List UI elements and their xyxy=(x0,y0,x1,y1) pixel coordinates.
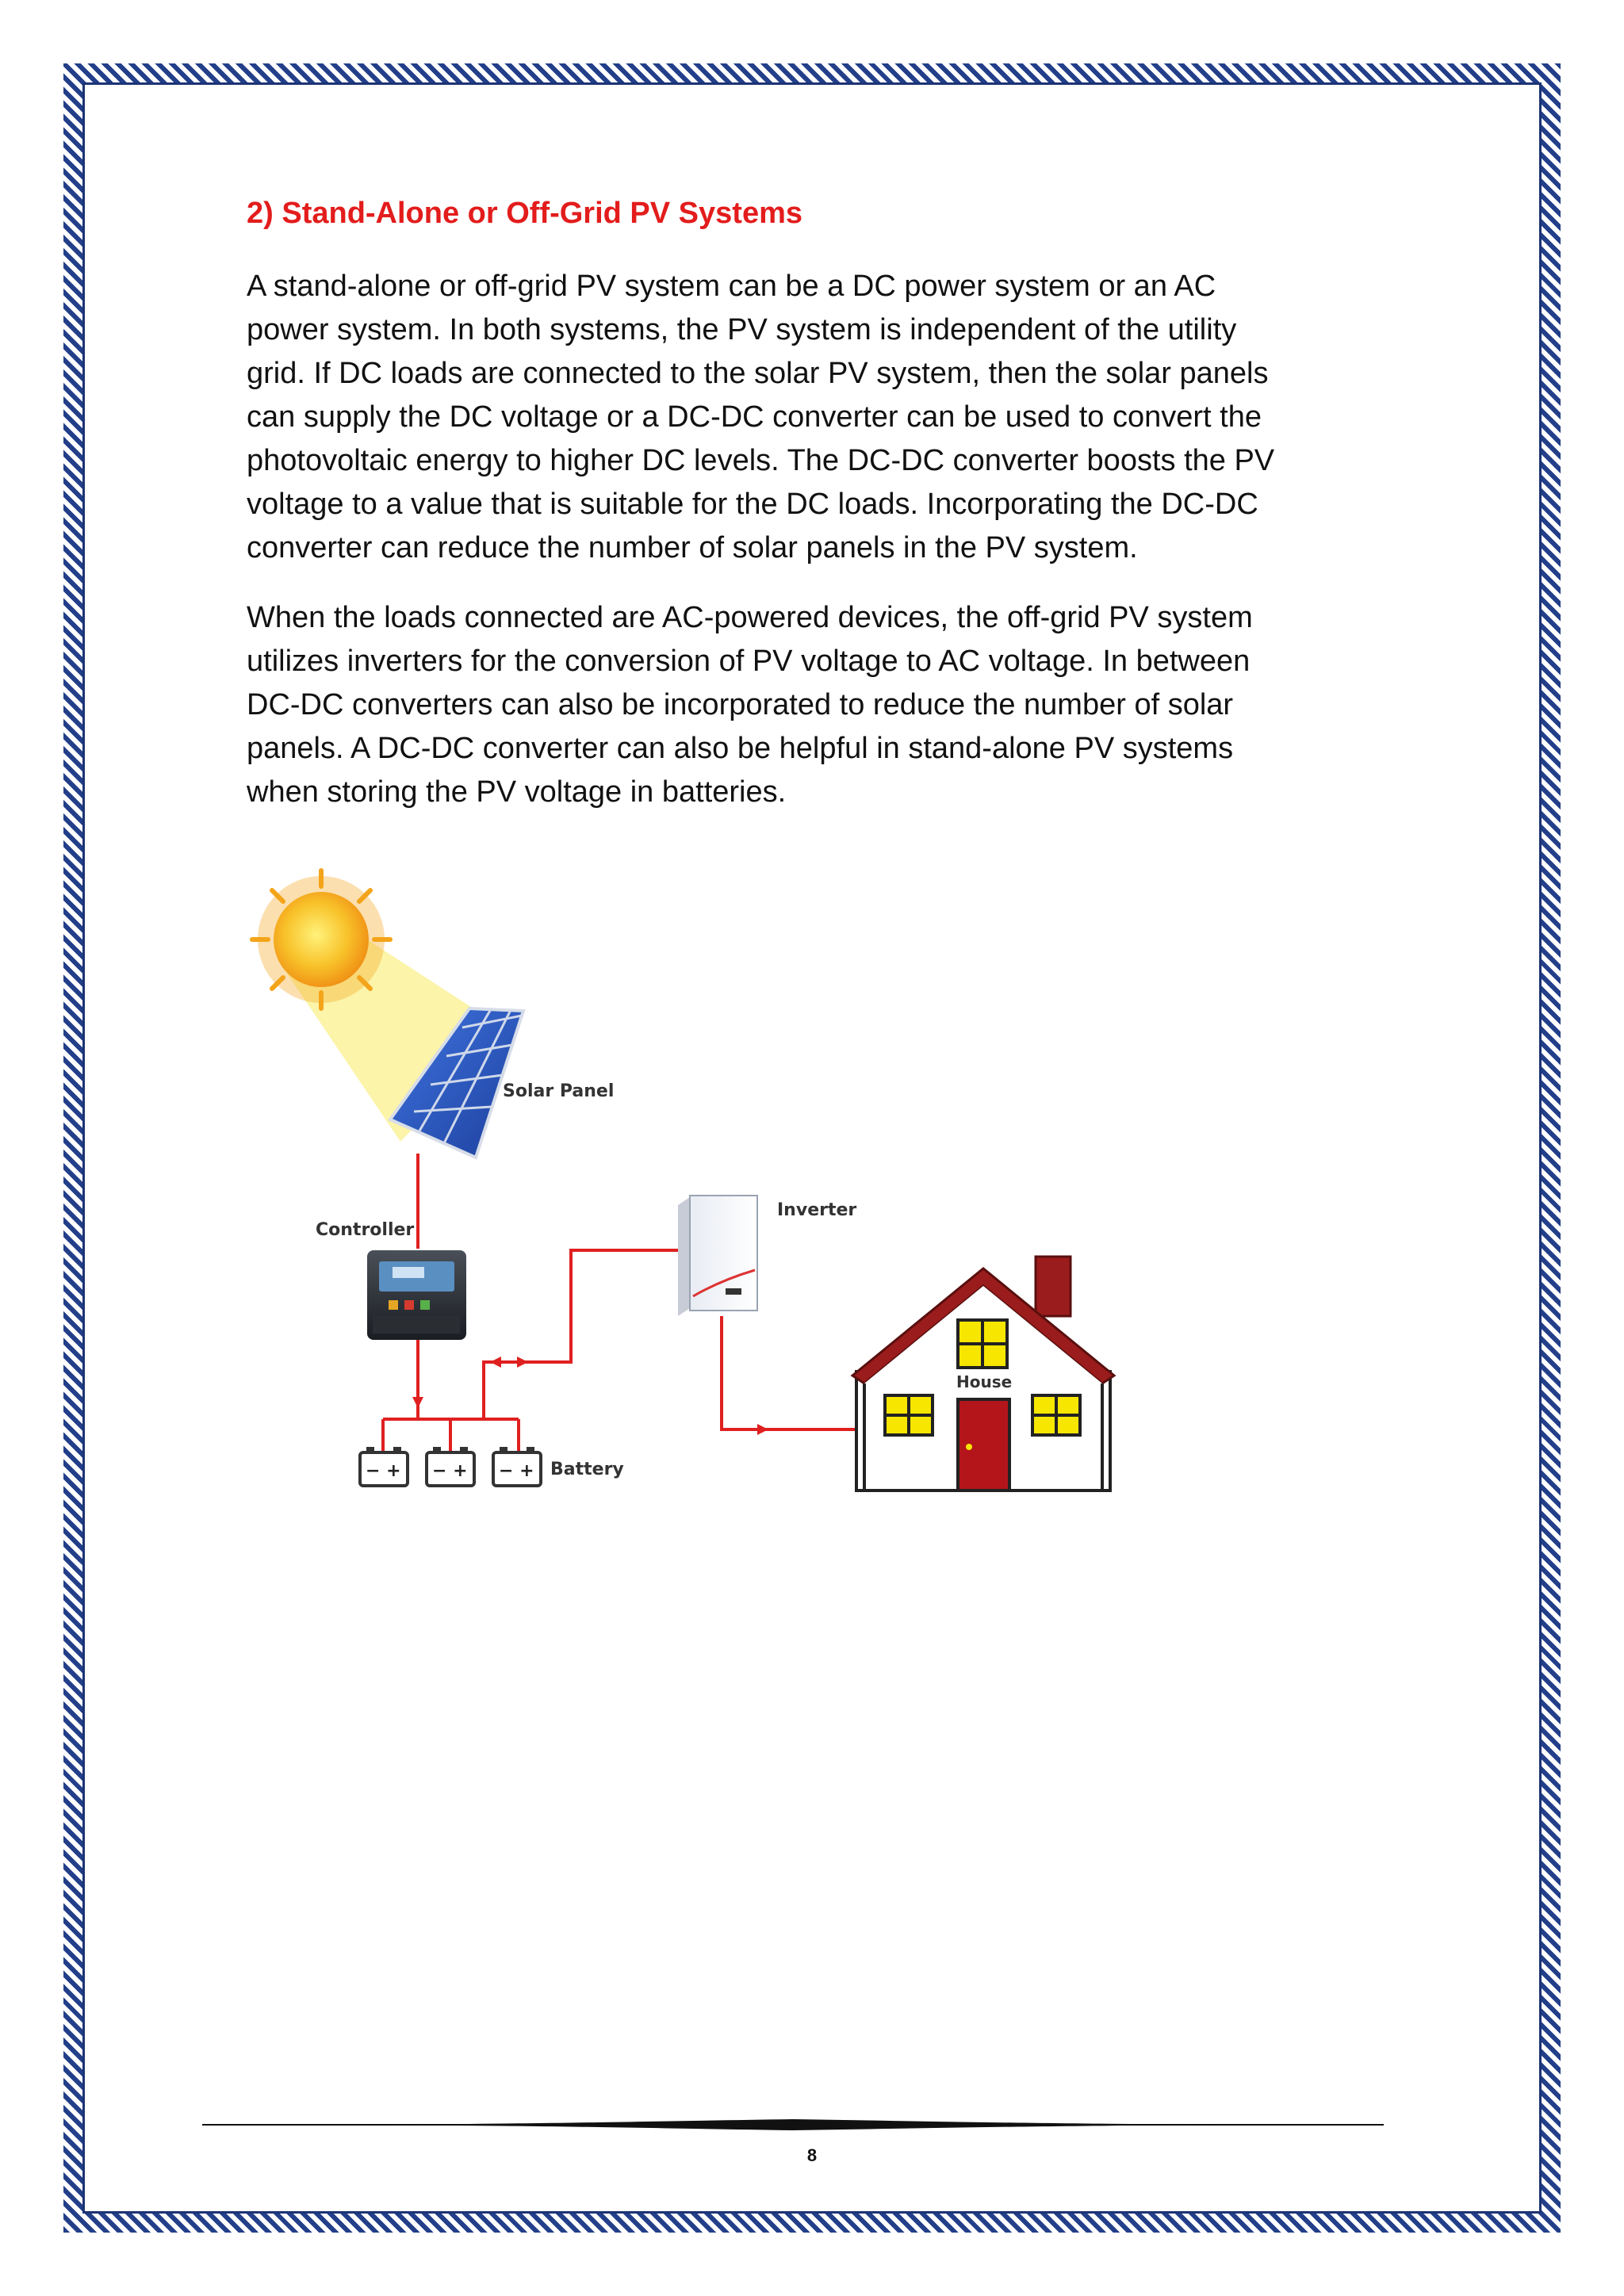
paragraph-line: panels. A DC-DC converter can also be helpful in stand-alone PV systems xyxy=(247,732,1234,765)
inverter-icon xyxy=(678,1196,757,1316)
flow-arrows xyxy=(412,1357,768,1435)
section-heading: 2) Stand-Alone or Off-Grid PV Systems xyxy=(247,197,802,230)
paragraph-line: converter can reduce the number of solar panels in the PV system. xyxy=(247,531,1138,564)
controller-icon xyxy=(367,1250,466,1340)
paragraph-1 xyxy=(247,265,1396,570)
house-label: House xyxy=(956,1372,1013,1391)
paragraph-line: DC-DC converters can also be incorporated to reduce the number of solar xyxy=(247,688,1234,721)
paragraph-line: photovoltaic energy to higher DC levels. The DC-DC converter boosts the PV xyxy=(247,444,1275,477)
battery-terminals: − + xyxy=(499,1461,534,1481)
window-icon xyxy=(885,1395,933,1435)
page-number: 8 xyxy=(806,2145,818,2165)
paragraph-line: voltage to a value that is suitable for the DC loads. Incorporating the DC-DC xyxy=(247,488,1258,521)
sun-icon xyxy=(252,871,390,1008)
door-icon xyxy=(958,1399,1009,1490)
controller-label: Controller xyxy=(316,1220,415,1240)
off-grid-pv-diagram xyxy=(246,864,1158,1514)
paragraph-line: power system. In both systems, the PV system is independent of the utility xyxy=(247,313,1237,346)
paragraph-line: A stand-alone or off-grid PV system can be a DC power system or an AC xyxy=(247,270,1216,303)
battery-terminals: − + xyxy=(432,1461,468,1481)
footer-divider xyxy=(202,2113,1384,2137)
battery-terminals: − + xyxy=(366,1461,401,1481)
paragraph-line: grid. If DC loads are connected to the solar PV system, then the solar panels xyxy=(247,357,1269,390)
window-icon xyxy=(958,1320,1007,1368)
paragraph-line: When the loads connected are AC-powered devices, the off-grid PV system xyxy=(247,601,1253,634)
solar-panel-label: Solar Panel xyxy=(503,1081,615,1101)
battery-label: Battery xyxy=(550,1460,624,1479)
window-icon xyxy=(1032,1395,1080,1435)
paragraph-2 xyxy=(247,596,1396,814)
paragraph-line: utilizes inverters for the conversion of PV voltage to AC voltage. In between xyxy=(247,645,1251,678)
inverter-label: Inverter xyxy=(777,1200,857,1220)
paragraph-line: when storing the PV voltage in batteries. xyxy=(247,775,787,809)
paragraph-line: can supply the DC voltage or a DC-DC converter can be used to convert the xyxy=(247,400,1262,434)
